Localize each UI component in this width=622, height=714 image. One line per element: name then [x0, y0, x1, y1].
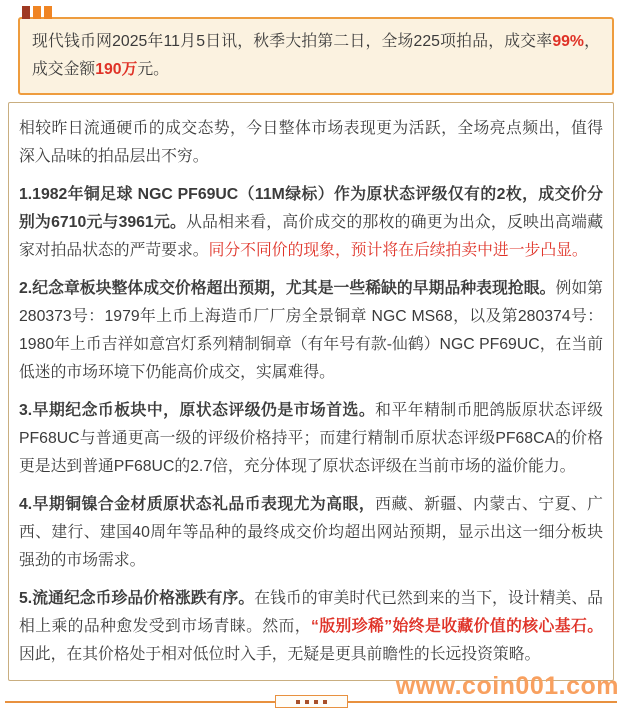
- dot-icon: [323, 700, 327, 704]
- text-segment-bold: 2.纪念章板块整体成交价格超出预期，尤其是一些稀缺的早期品种表现抢眼。: [19, 280, 556, 297]
- summary-text: [32, 28, 600, 84]
- dot-icon: [314, 700, 318, 704]
- text-segment-bold: 3.早期纪念币板块中，原状态评级仍是市场首选。: [19, 402, 376, 419]
- text-segment: 在钱币的审美时代已然到来的当下，设计精美、品相上乘的品种愈发受到市场青睐。然而，: [19, 590, 603, 635]
- summary-segment: ，成交金额: [32, 33, 600, 78]
- dot-icon: [305, 700, 309, 704]
- text-segment: 例如第280373号：1979年上币上海造币厂厂房全景铜章 NGC MS68，以及第280374号：1980年上币吉祥如意宫灯系列精制铜章（有年号有款-仙鹤）NGC PF69UC，在当前低迷的市场环境下仍能高价成交，实属难得。: [19, 280, 603, 381]
- article-paragraph-5: [19, 585, 603, 669]
- decor-top-blocks: [22, 6, 52, 19]
- article-paragraph-intro: [19, 115, 603, 171]
- text-segment: 因此，在其价格处于相对低位时入手，无疑是更具前瞻性的长远投资策略。: [19, 646, 541, 663]
- separator-line-left: [5, 701, 275, 703]
- summary-box: [18, 17, 614, 95]
- decor-block-orange-icon: [33, 6, 41, 19]
- watermark: www.coin001.com: [395, 672, 619, 700]
- summary-highlight-amount: 190万: [95, 61, 138, 78]
- summary-segment: 元。: [137, 61, 169, 78]
- decor-block-dark-icon: [22, 6, 30, 19]
- separator-dots-box-icon: [275, 695, 348, 708]
- text-segment: 相较昨日流通硬币的成交态势，今日整体市场表现更为活跃，全场亮点频出，值得深入品味的拍品层出不穷。: [19, 120, 603, 165]
- text-segment-bold: 5.流通纪念币珍品价格涨跌有序。: [19, 590, 255, 607]
- article-paragraph-4: [19, 491, 603, 575]
- text-segment: 西藏、新疆、内蒙古、宁夏、广西、建行、建国40周年等品种的最终成交价均超出网站预期，显示出这一细分板块强劲的市场需求。: [19, 496, 603, 569]
- decor-block-orange-icon: [44, 6, 52, 19]
- text-segment-bold: 1.1982年铜足球 NGC PF69UC（11M绿标）作为原状态评级仅有的2枚，成交价分别为6710元与3961元。: [19, 186, 603, 231]
- summary-segment: 现代钱币网2025年11月5日讯，秋季大拍第二日，全场225项拍品，成交率: [32, 33, 553, 50]
- summary-highlight-rate: 99%: [552, 33, 584, 50]
- text-segment: 和平年精制币肥鸽版原状态评级PF68UC与普通更高一级的评级价格持平；而建行精制币原状态评级PF68CA的价格更是达到普通PF68UC的2.7倍，充分体现了原状态评级在当前市场的溢价能力。: [19, 402, 603, 475]
- text-segment: 从品相来看，高价成交的那枚的确更为出众，反映出高端藏家对拍品状态的严苛要求。: [19, 214, 603, 259]
- article-box: [8, 102, 614, 681]
- text-segment-red-bold: “版别珍稀”始终是收藏价值的核心基石。: [311, 618, 603, 635]
- article-paragraph-3: [19, 397, 603, 481]
- article-paragraph-2: [19, 275, 603, 387]
- dot-icon: [296, 700, 300, 704]
- text-segment-red: 同分不同价的现象，预计将在后续拍卖中进一步凸显。: [208, 242, 588, 259]
- text-segment-bold: 4.早期铜镍合金材质原状态礼品币表现尤为高眼，: [19, 496, 376, 513]
- article-paragraph-1: [19, 181, 603, 265]
